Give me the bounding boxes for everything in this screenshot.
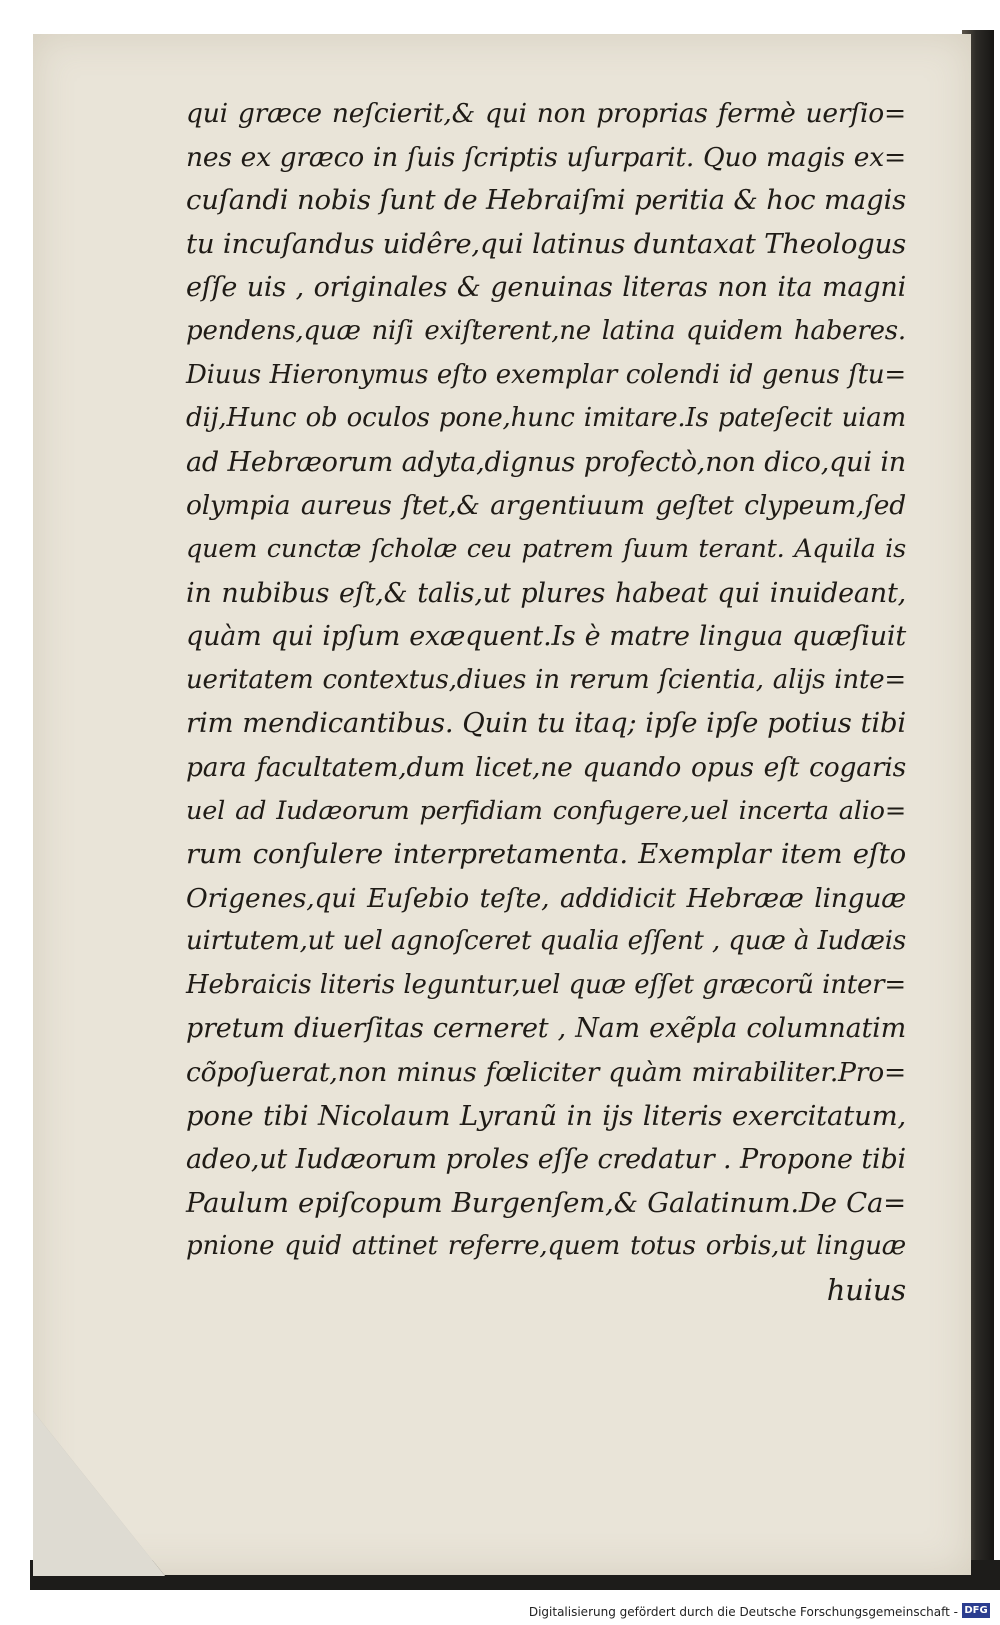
catchword: huius [826,1273,906,1308]
text-line: cuſandi nobis ſunt de Hebraiſmi peritia & hoc magis [186,184,906,217]
text-line: quàm qui ipſum exæquent.Is è matre lingua quæſiuit [186,621,906,653]
dfg-logo: DFG [962,1603,990,1618]
funding-credit: Digitalisierung gefördert durch die Deutsche Forschungsgemeinschaft - [528,1605,958,1619]
text-line: Paulum epiſcopum Burgenſem,& Galatinum.De Ca= [186,1186,906,1219]
text-line: in nubibus eſt,& talis,ut plures habeat qui inuideant, [186,577,906,609]
text-line: qui græce neſcierit,& qui non proprias fermè uerſio= [186,98,906,129]
text-line: eſſe uis , originales & genuinas literas non ita magni [186,272,906,304]
text-line: rim mendicantibus. Quin tu itaq; ipſe ipſe potius tibi [186,707,906,740]
text-line: pnione quid attinet referre,quem totus orbis,ut linguæ [186,1231,906,1262]
text-line: pretum diuerſitas cerneret , Nam exẽpla columnatim [186,1013,906,1045]
text-line: tu incuſandus uidêre,qui latinus duntaxat Theologus [186,227,906,260]
text-line: uirtutem,ut uel agnoſceret qualia eſſent , quæ à Iudæis [186,926,906,957]
text-line: olympia aureus ſtet,& argentiuum geſtet clypeum,ſed [186,490,906,522]
text-line: ueritatem contextus,diues in rerum ſcientia, alijs inte= [186,664,906,695]
text-line: Diuus Hieronymus eſto exemplar colendi id genus ſtu= [186,359,906,390]
text-line: para facultatem,dum licet,ne quando opus eſt cogaris [186,751,906,783]
text-line: pone tibi Nicolaum Lyranũ in ijs literis exercitatum, [186,1099,906,1132]
text-line: rum conſulere interpretamenta. Exemplar item eſto [186,838,906,871]
text-line: adeo,ut Iudæorum proles eſſe credatur . Propone tibi [186,1144,906,1176]
text-line: Origenes,qui Euſebio teſte, addidicit Hebrææ linguæ [186,882,906,914]
text-line: quem cunctæ ſcholæ ceu patrem ſuum terant. Aquila is [186,533,906,564]
text-line: nes ex græco in ſuis ſcriptis uſurparit. Quo magis ex= [186,141,906,173]
text-line: Hebraicis literis leguntur,uel quæ eſſet græcorũ inter= [186,969,906,1000]
text-line: dij,Hunc ob oculos pone,hunc imitare.Is pateſecit uiam [186,403,906,434]
text-line: uel ad Iudæorum perfidiam confugere,uel incerta alio= [186,795,906,826]
text-line: ad Hebræorum adyta,dignus profectò,non dico,qui in [186,446,906,478]
text-line: cõpoſuerat,non minus fœliciter quàm mirabiliter.Pro= [186,1057,906,1089]
page-text [186,92,906,1313]
text-line: pendens,quæ niſi exiſterent,ne latina quidem haberes. [186,315,906,346]
